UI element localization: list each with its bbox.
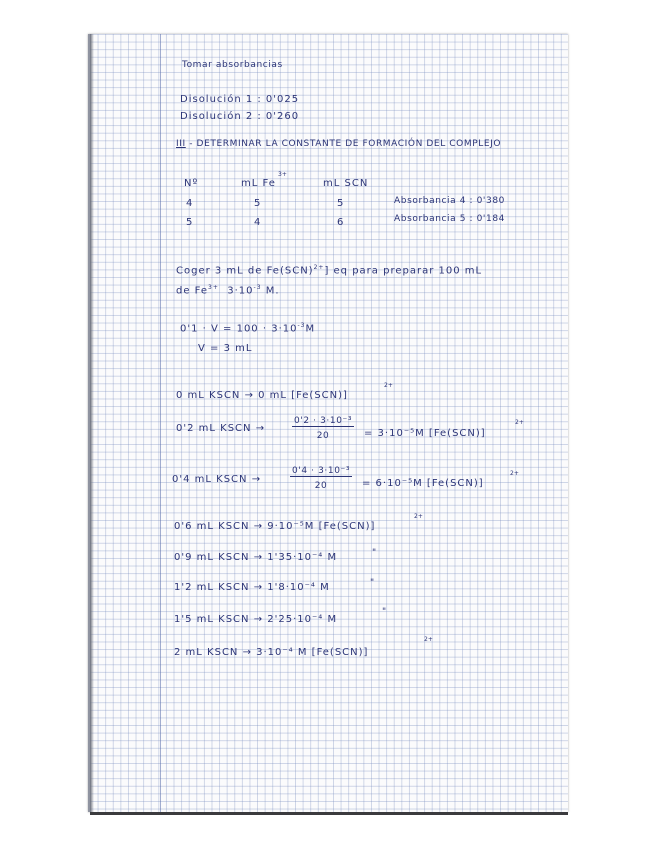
charge-sup: 2+ <box>424 636 433 643</box>
fraction-1-numerator: 0'2 · 3·10⁻³ <box>294 416 353 426</box>
volume-equation-exp: -3 <box>297 322 306 329</box>
volume-equation-unit: M <box>305 323 316 335</box>
charge-sup: 2+ <box>510 470 519 477</box>
absorbance-4: Absorbancia 4 : 0'380 <box>394 196 505 206</box>
section-heading <box>176 139 501 149</box>
fraction-2-denominator: 20 <box>314 481 328 491</box>
table-cell: 4 <box>186 198 194 209</box>
section-number: III <box>176 139 186 149</box>
fraction-2 <box>290 466 352 491</box>
prep-line-2-sup: 3+ <box>208 284 219 291</box>
prep-line-1-text: Coger 3 mL de Fe(SCN) <box>176 265 314 277</box>
conc-line-6: 1'5 mL KSCN → 2'25·10⁻⁴ M <box>174 614 338 625</box>
charge-sup: 2+ <box>515 419 524 426</box>
heading-absorbances: Tomar absorbancias <box>182 60 283 70</box>
table-cell: 5 <box>337 198 345 209</box>
table-cell: 5 <box>254 198 262 209</box>
charge-sup: 2+ <box>414 513 423 520</box>
volume-equation <box>180 322 315 334</box>
prep-line-1-rest: ] eq para preparar 100 mL <box>324 265 483 277</box>
prep-line-2-unit: M. <box>265 285 280 297</box>
table-header-scn: mL SCN <box>323 178 369 189</box>
dissolution-2: Disolución 2 : 0'260 <box>180 111 300 122</box>
table-cell: 4 <box>254 217 262 228</box>
fe-charge: 3+ <box>278 171 287 178</box>
volume-equation-text: 0'1 · V = 100 · 3·10 <box>180 323 298 335</box>
table-cell: 6 <box>337 217 345 228</box>
table-cell: 5 <box>186 217 194 228</box>
prep-line-2 <box>176 284 280 296</box>
volume-result: V = 3 mL <box>198 343 253 354</box>
table-header-fe: mL Fe <box>241 178 276 189</box>
conc-line-1-right: = 3·10⁻⁵M [Fe(SCN)] <box>364 428 486 439</box>
dissolution-1: Disolución 1 : 0'025 <box>180 94 300 105</box>
ditto-mark: " <box>370 578 375 588</box>
conc-line-5: 1'2 mL KSCN → 1'8·10⁻⁴ M <box>174 582 330 593</box>
fraction-1-denominator: 20 <box>316 431 330 441</box>
ditto-mark: " <box>382 607 387 617</box>
prep-line-1-sup: 2+ <box>313 264 325 271</box>
conc-line-2-left: 0'4 mL KSCN → <box>172 474 262 485</box>
conc-line-7: 2 mL KSCN → 3·10⁻⁴ M [Fe(SCN)] <box>174 647 369 658</box>
prep-line-2-exp: -3 <box>253 284 262 291</box>
prep-line-1 <box>176 264 482 276</box>
fraction-2-numerator: 0'4 · 3·10⁻³ <box>292 466 351 476</box>
ditto-mark: " <box>372 548 377 558</box>
conc-line-2-right: = 6·10⁻⁵M [Fe(SCN)] <box>362 478 484 489</box>
margin-line <box>160 34 161 812</box>
prep-line-2-value: 3·10 <box>227 285 254 297</box>
conc-line-1-left: 0'2 mL KSCN → <box>176 423 266 434</box>
conc-line-0: 0 mL KSCN → 0 mL [Fe(SCN)] <box>176 390 348 401</box>
prep-line-2-text: de Fe <box>176 285 209 297</box>
charge-sup: 2+ <box>384 382 393 389</box>
page-edge <box>90 812 568 815</box>
absorbance-5: Absorbancia 5 : 0'184 <box>394 214 505 224</box>
conc-line-3: 0'6 mL KSCN → 9·10⁻⁵M [Fe(SCN)] <box>174 521 376 532</box>
table-header-n: Nº <box>184 178 199 189</box>
section-title: - DETERMINAR LA CONSTANTE DE FORMACIÓN DEL COMPLEJO <box>189 139 502 149</box>
fraction-1 <box>292 416 354 441</box>
conc-line-4: 0'9 mL KSCN → 1'35·10⁻⁴ M <box>174 552 338 563</box>
